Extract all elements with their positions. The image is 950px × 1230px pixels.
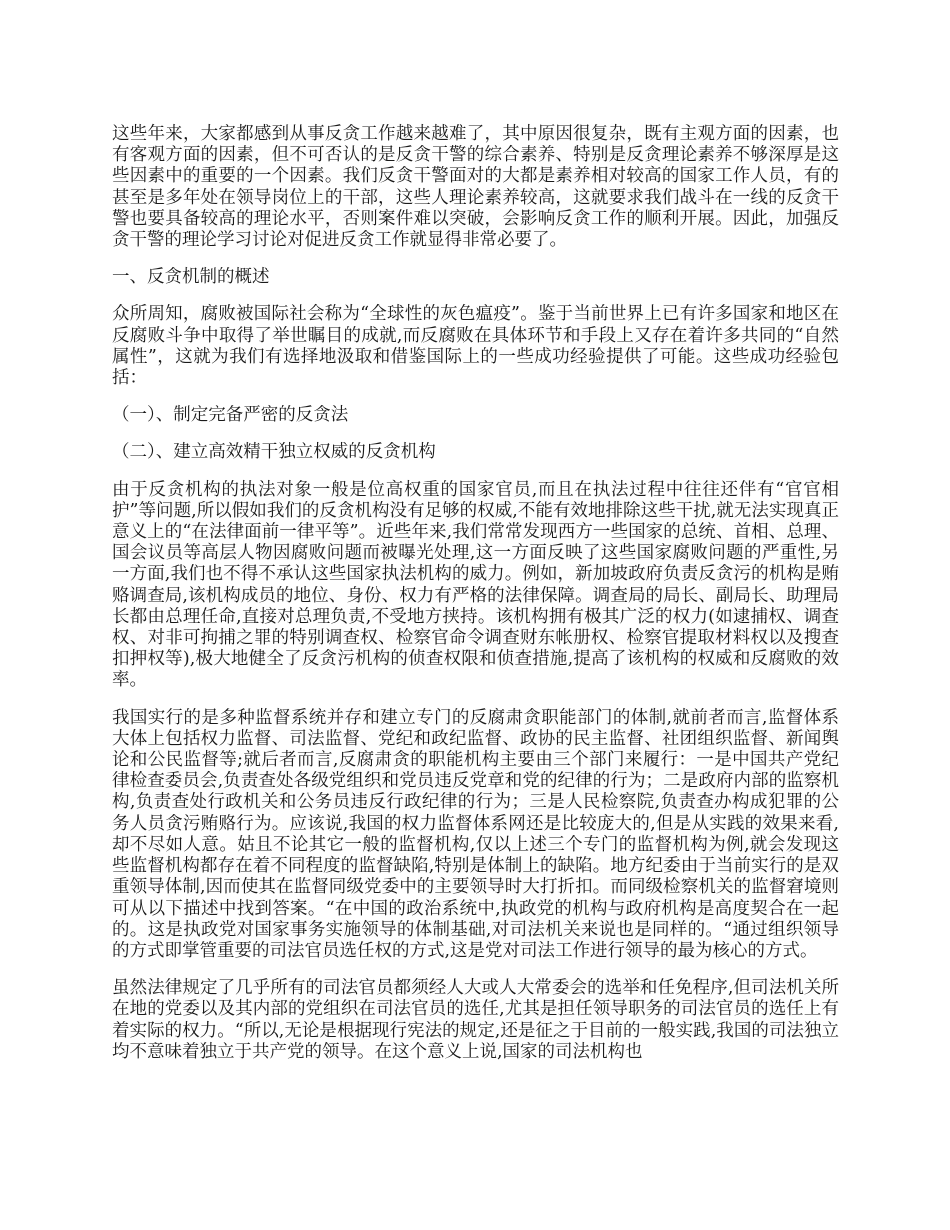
subsection-heading-2: （二）、建立高效精干独立权威的反贪机构 (112, 442, 436, 463)
section-heading-1: 一、反贪机制的概述 (112, 267, 270, 288)
judicial-appointment-paragraph: 虽然法律规定了几乎所有的司法官员都须经人大或人大常委会的选举和任免程序,但司法机关所在地的党委以及其内部的党组织在司法官员的选任,尤其是担任领导职务的司法官员的选任上有着实际的权力。“所以,无论是根据现行宪法的规定,还是征之于目前的一般实践,我国的司法独立均不意味着独立于共产党的领导。在这个意义上说,国家的司法机构也 (112, 978, 839, 1062)
subsection-heading-1: （一）、制定完备严密的反贪法 (112, 405, 349, 426)
intro-paragraph: 这些年来，大家都感到从事反贪工作越来越难了，其中原因很复杂，既有主观方面的因素，也有客观方面的因素，但不可否认的是反贪干警的综合素养、特别是反贪理论素养不够深厚是这些因素中的重要的一个因素。我们反贪干警面对的大都是素养相对较高的国家工作人员，有的甚至是多年处在领导岗位上的干部，这些人理论素养较高，这就要求我们战斗在一线的反贪干警也要具备较高的理论水平，否则案件难以突破，会影响反贪工作的顺利开展。因此，加强反贪干警的理论学习讨论对促进反贪工作就显得非常必要了。 (112, 124, 839, 251)
document-page (112, 124, 839, 1063)
overview-paragraph: 众所周知，腐败被国际社会称为“全球性的灰色瘟疫”。鉴于当前世界上已有许多国家和地区在反腐败斗争中取得了举世瞩目的成就,而反腐败在具体环节和手段上又存在着许多共同的“自然属性”，这就为我们有选择地汲取和借鉴国际上的一些成功经验提供了可能。这些成功经验包括： (112, 304, 839, 389)
supervision-system-paragraph: 我国实行的是多种监督系统并存和建立专门的反腐肃贪职能部门的体制,就前者而言,监督体系大体上包括权力监督、司法监督、党纪和政纪监督、政协的民主监督、社团组织监督、新闻舆论和公民监督等;就后者而言,反腐肃贪的职能机构主要由三个部门来履行：一是中国共产党纪律检查委员会,负责查处各级党组织和党员违反党章和党的纪律的行为；二是政府内部的监察机构,负责查处行政机关和公务员违反行政纪律的行为；三是人民检察院,负责查办构成犯罪的公务人员贪污贿赂行为。应该说,我国的权力监督体系网还是比较庞大的,但是从实践的效果来看,却不尽如人意。姑且不论其它一般的监督机构,仅以上述三个专门的监督机构为例,就会发现这些监督机构都存在着不同程度的监督缺陷,特别是体制上的缺陷。地方纪委由于当前实行的是双重领导体制,因而使其在监督同级党委中的主要领导时大打折扣。而同级检察机关的监督窘境则可从以下描述中找到答案。“在中国的政治系统中,执政党的机构与政府机构是高度契合在一起的。这是执政党对国家事务实施领导的体制基础,对司法机关来说也是同样的。“通过组织领导的方式即掌管重要的司法官员选任权的方式,这是党对司法工作进行领导的最为核心的方式。 (112, 707, 839, 961)
anti-corruption-agency-paragraph: 由于反贪机构的执法对象一般是位高权重的国家官员,而且在执法过程中往往还伴有“官官相护”等问题,所以假如我们的反贪机构没有足够的权威,不能有效地排除这些干扰,就无法实现真正意义上的“在法律面前一律平等”。近些年来,我们常常发现西方一些国家的总统、首相、总理、国会议员等高层人物因腐败问题而被曝光处理,这一方面反映了这些国家腐败问题的严重性,另一方面,我们也不得不承认这些国家执法机构的威力。例如，新加坡政府负责反贪污的机构是贿赂调查局,该机构成员的地位、身份、权力有严格的法律保障。调查局的局长、副局长、助理局长都由总理任命,直接对总理负责,不受地方挟持。该机构拥有极其广泛的权力(如逮捕权、调查权、对非可拘捕之罪的特别调查权、检察官命令调查财东帐册权、检察官提取材料权以及搜查扣押权等),极大地健全了反贪污机构的侦查权限和侦查措施,提高了该机构的权威和反腐败的效率。 (112, 479, 839, 691)
